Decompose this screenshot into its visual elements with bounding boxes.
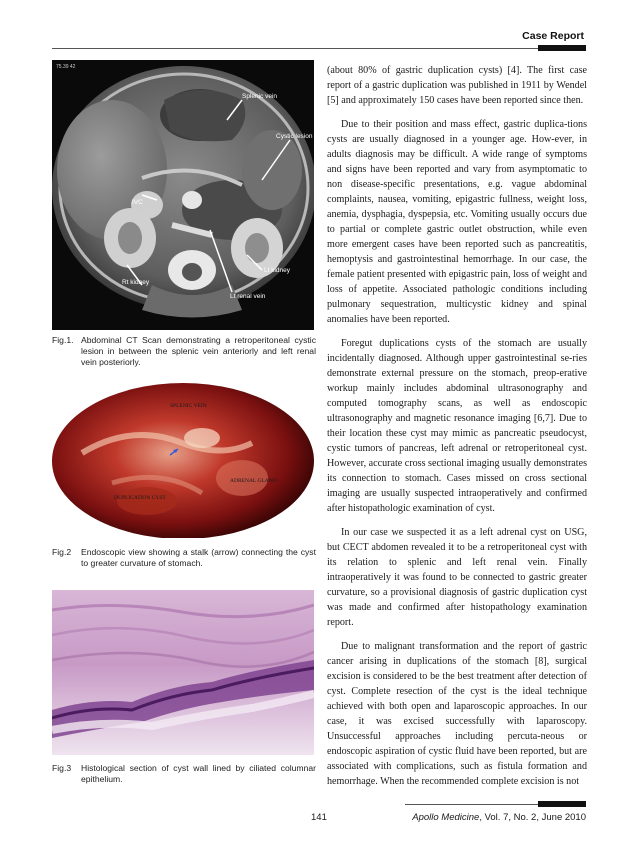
body-text-column (327, 63, 587, 798)
body-paragraph: (about 80% of gastric duplication cysts) [4]. The first case report of a gastric duplication was published in 1911 by Wendel [5] and approximately 150 cases have been reported since then. (327, 65, 587, 106)
figure-1-caption-text: Abdominal CT Scan demonstrating a retroperitoneal cystic lesion in between the splenic vein anteriorly and left renal vein posteriorly. (81, 335, 316, 367)
figure-2-caption (52, 547, 316, 569)
header-rule (52, 48, 586, 49)
body-paragraph: Due to malignant transformation and the report of gastric cancer arising in duplications of the stomach [8], surgical excision is considered to be the best treatment after detection of cyst. Complete resection of the cyst is the ideal technique achieved with both open and laparoscopic approaches. In our case, it was excised successfully with laparoscopy. Unsuccessful approaches including percuta-neous or endoscopic aspiration of cystic fluid have been reported, but are associated with complications, such as fistula formation and hemorrhage. When the recommended complete excision is not (327, 641, 587, 787)
figure-3-histology (52, 590, 314, 755)
figure-2-endoscopic-view (52, 383, 314, 538)
figure-3-number: Fig.3 (52, 763, 72, 773)
figure-3-caption (52, 763, 316, 785)
ct-label-lt-kidney: Lt kidney (264, 267, 291, 274)
ct-label-rt-kidney: Rt kidney (122, 279, 150, 286)
ct-label-ivc: IVC (132, 199, 143, 206)
endo-label-duplication-cyst: DUPLICATION CYST (114, 495, 166, 501)
journal-citation (412, 812, 586, 823)
body-paragraph: Due to their position and mass effect, gastric duplica-tions cysts are usually diagnosed in a younger age. How-ever, in adults diagnosis may be difficult. A wide range of symptoms and signs have been reported and vary from asymptomatic to non disease-specific presentations, e.g. vague abdominal complaints, nausea, vomiting, epigastric fullness, weight loss, anemia, dysphagia, dyspepsia, etc. Vomiting usually occurs due to partial or complete gastric outlet obstruction, while even more emergent cases have been reported such as pancreatitis, hemoptysis and gastrointestinal hemorrhage. In our case, the female patient presented with epigastric pain, loss of weight and loss of appetite. Associated pathologic conditions including pulmonary sequestration, multicystic kidney and spinal anomalies have been reported. (327, 119, 587, 325)
endo-label-adrenal-gland: ADRENAL GLAND (230, 478, 277, 484)
figure-1-number: Fig.1. (52, 335, 74, 345)
journal-name: Apollo Medicine (412, 812, 480, 823)
ct-label-cystic-lesion: Cystic lesion (276, 133, 313, 140)
figure-1-ct-scan (52, 60, 314, 330)
ct-label-lt-renal-vein: Lt renal vein (230, 293, 266, 300)
footer-rule (405, 804, 586, 805)
journal-issue: , Vol. 7, No. 2, June 2010 (479, 812, 586, 823)
figure-2-number: Fig.2 (52, 547, 72, 557)
ct-label-splenic-vein: Splenic vein (242, 93, 278, 100)
body-paragraph: Foregut duplications cysts of the stomach are usually incidentally diagnosed. Although upper gastrointestinal se-ries demonstrate external pressure on the stomach, preop-erative workup mainly includes abdominal ultrasonography and computed tomography scans, as well as endoscopic ultrasonography and magnetic resonance imaging [6,7]. Due to their location these cyst may mimic as pancreatic pseudocyst, cystic tumors of pancreas, left adrenal or retroperitoneal cyst. However, accurate cross sectional imaging usually demonstrates its connection to stomach. Cases missed on cross sectional imaging are usually suspected intraoperatively and confirmed after histopathologic examination of cyst. (327, 338, 587, 514)
page-number: 141 (311, 812, 327, 823)
header-section-label: Case Report (522, 30, 584, 42)
figure-1-caption (52, 335, 316, 368)
ct-corner-label: 75.39 42 (56, 64, 76, 70)
figure-3-caption-text: Histological section of cyst wall lined by ciliated columnar epithelium. (81, 763, 316, 784)
figure-2-caption-text: Endoscopic view showing a stalk (arrow) connecting the cyst to greater curvature of stomach. (81, 547, 316, 568)
body-paragraph: In our case we suspected it as a left adrenal cyst on USG, but CECT abdomen revealed it to be a retroperitoneal cyst with its relation to splenic and left renal vein. Finally intraoperatively it was found to be connected to gastric greater curvature, so a provisional diagnosis of gastric duplication cyst was made and confirmed after histopathology examination report. (327, 527, 587, 628)
endo-label-splenic-vein: SPLENIC VEIN (170, 403, 207, 409)
